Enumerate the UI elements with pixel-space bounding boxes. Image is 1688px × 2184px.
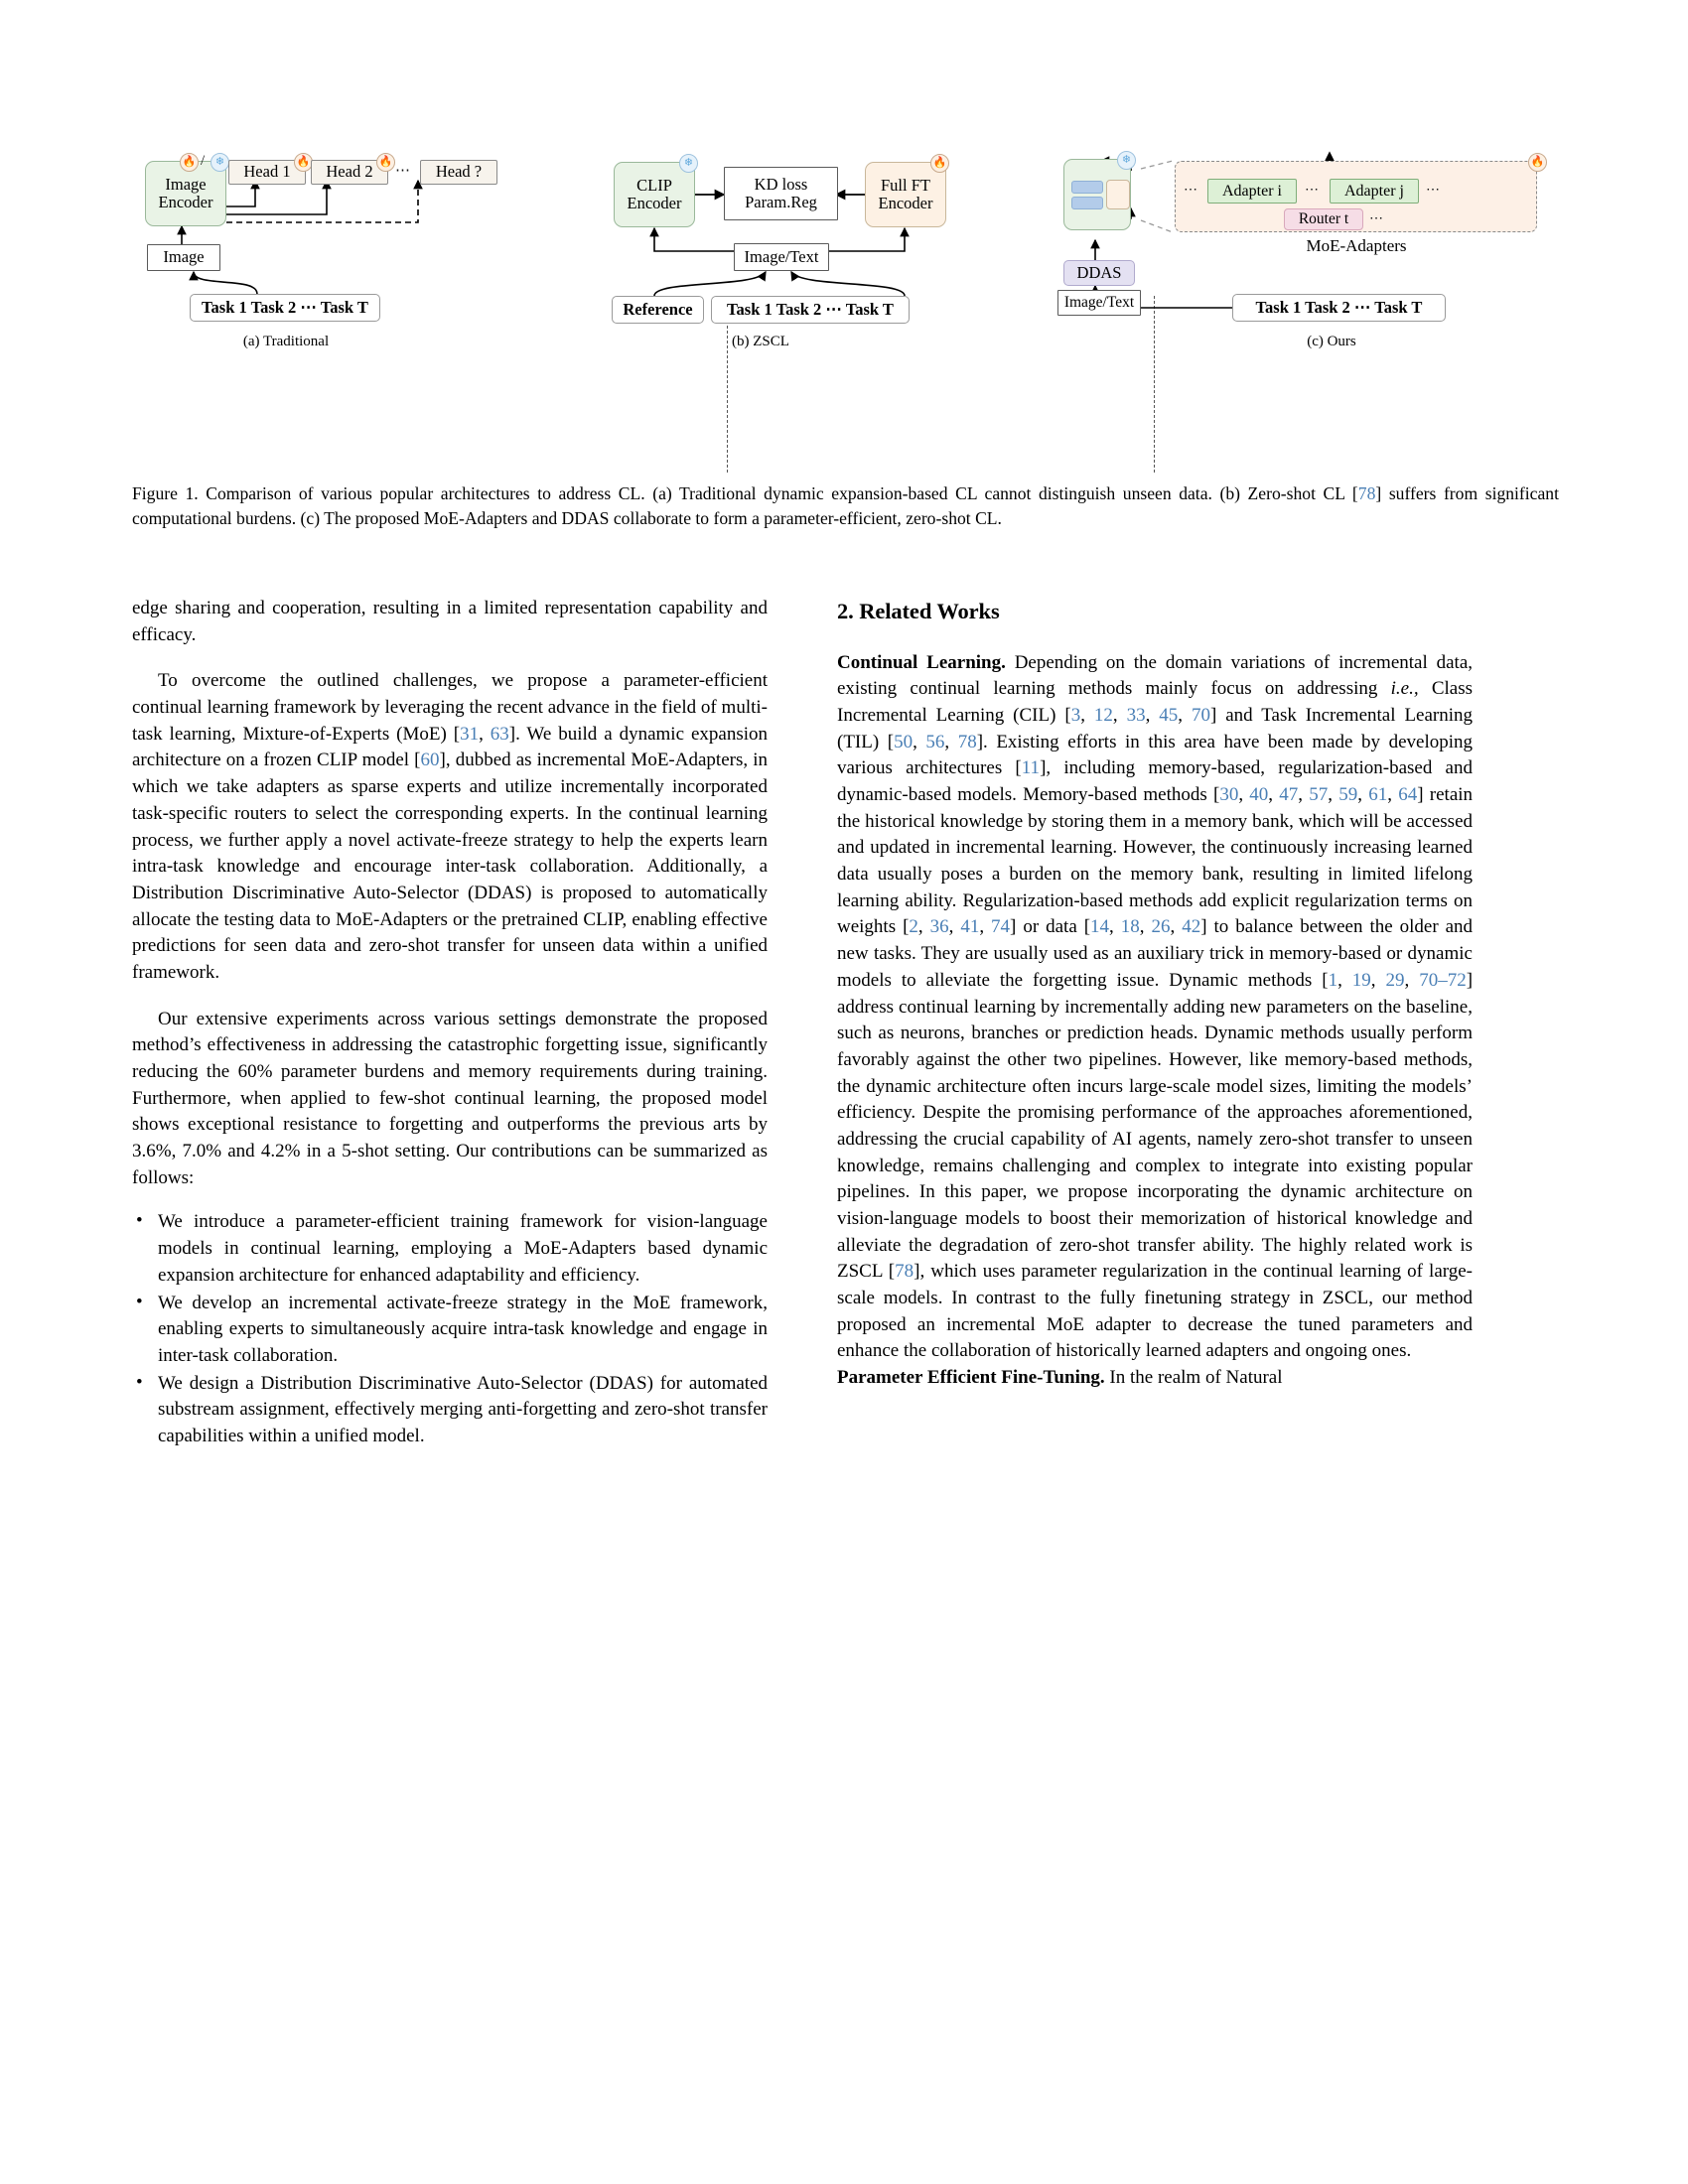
fire-icon: 🔥: [1528, 153, 1547, 172]
list-item: • We introduce a parameter-efficient training framework for vision-language models in continual learning, employing a MoE-Adapters based dynamic expansion architecture for enhanced adaptability and efficiency.: [132, 1209, 768, 1289]
citation-link[interactable]: 26: [1151, 916, 1171, 938]
encoder-adapter-slot: [1106, 180, 1130, 209]
paragraph-peft: [837, 1365, 1473, 1392]
citation-link[interactable]: 61: [1368, 784, 1388, 806]
image-text-box-b: Image/Text: [734, 243, 829, 271]
citation-link[interactable]: 30: [1219, 784, 1239, 806]
citation-link[interactable]: 41: [960, 916, 980, 938]
paragraph-gap: [132, 648, 768, 668]
citation-link[interactable]: 12: [1093, 704, 1113, 726]
citation-link[interactable]: 70: [1191, 704, 1210, 726]
panel-a-caption: (a) Traditional: [242, 334, 330, 349]
citation-link[interactable]: 2: [909, 916, 918, 938]
cl-text-7: ] or data [: [1010, 916, 1091, 938]
adapters-ellipsis-mid: ⋯: [1305, 183, 1320, 198]
tasks-box-c: Task 1 Task 2 ⋯ Task T: [1232, 294, 1446, 322]
kd-loss-box: [724, 167, 838, 220]
citation-link[interactable]: 19: [1351, 969, 1371, 991]
runin-heading-peft: Parameter Efficient Fine-Tuning.: [837, 1367, 1105, 1389]
citation-link[interactable]: 47: [1279, 784, 1299, 806]
cl-text-5: ], including memory-based, regularization-based and dynamic-based models. Memory-based methods [: [837, 757, 1473, 806]
clip-encoder-line1: CLIP: [636, 175, 672, 195]
figure-caption: [132, 481, 1559, 531]
cl-text-8: ] to balance between the older and new tasks. They are usually used as an auxiliary trick in memory-based or dynamic models to alleviate the forgetting issue. Dynamic methods [: [837, 916, 1474, 991]
snowflake-icon: ❄: [679, 154, 698, 173]
runin-heading-continual-learning: Continual Learning.: [837, 651, 1006, 673]
kd-loss-line1: KD loss: [754, 174, 808, 194]
citation-link[interactable]: 33: [1126, 704, 1146, 726]
panel-ours: [1054, 149, 1559, 347]
citation-link[interactable]: 74: [991, 916, 1011, 938]
image-box: Image: [147, 244, 220, 271]
figure-caption-text-1: Comparison of various popular architectures to address CL. (a) Traditional dynamic expansion-based CL cannot distinguish unseen data. (b) Zero-shot CL [: [198, 483, 1358, 503]
image-encoder-line2: Encoder: [158, 193, 213, 211]
router-ellipsis: ⋯: [1369, 211, 1384, 226]
citation-link[interactable]: 64: [1398, 784, 1418, 806]
para-overcome-part2: ]. We build a dynamic expansion architecture on a frozen CLIP model [: [132, 723, 768, 771]
citation-link[interactable]: 50: [894, 731, 914, 752]
figure-1: [132, 149, 1559, 347]
list-item: • We design a Distribution Discriminative Auto-Selector (DDAS) for automated substream assignment, effectively merging anti-forgetting and zero-shot transfer capabilities within a unified model.: [132, 1371, 768, 1450]
figure-caption-label: Figure 1.: [132, 483, 199, 503]
citation-link[interactable]: 78: [1357, 483, 1376, 503]
peft-text: In the realm of Natural: [1104, 1367, 1283, 1389]
citation-link[interactable]: 57: [1309, 784, 1329, 806]
tasks-box-a: Task 1 Task 2 ⋯ Task T: [190, 294, 380, 322]
fire-icon: 🔥: [180, 153, 199, 172]
left-column: [132, 596, 768, 1451]
citation-link[interactable]: 18: [1120, 916, 1140, 938]
figure-caption-text-2: ] suffers from significant computational burdens. (c) The proposed MoE-Adapters and DDAS collaborate to form a parameter-efficient, zero-shot CL.: [132, 483, 1559, 528]
adapters-ellipsis-right: ⋯: [1426, 183, 1441, 198]
fire-icon: 🔥: [294, 153, 313, 172]
panel-zscl: [607, 149, 1024, 347]
head-1-box: Head 1: [228, 160, 306, 185]
tasks-box-b: Task 1 Task 2 ⋯ Task T: [711, 296, 910, 324]
kd-loss-line2: Param.Reg: [745, 193, 817, 211]
reference-box: Reference: [612, 296, 704, 324]
section-heading-related-works: 2. Related Works: [837, 599, 1000, 623]
citation-link[interactable]: 31: [460, 723, 480, 745]
clip-encoder-box: [614, 162, 695, 227]
cl-text-2: Class Incremental Learning (CIL) [: [837, 678, 1473, 726]
cl-text-3: ] and Task Incremental Learning (TIL) [: [837, 704, 1474, 752]
ddas-box: DDAS: [1063, 260, 1135, 286]
moe-adapters-label: MoE-Adapters: [1306, 236, 1407, 255]
encoder-layer-bar-2: [1071, 197, 1103, 209]
full-ft-encoder-box: [865, 162, 946, 227]
citation-link[interactable]: 36: [929, 916, 949, 938]
citation-link[interactable]: 3: [1070, 704, 1081, 726]
cl-text-1: Depending on the domain variations of incremental data, existing continual learning methods mainly focus on addressing: [837, 651, 1473, 700]
list-item: • We develop an incremental activate-freeze strategy in the MoE framework, enabling experts to simultaneously acquire intra-task knowledge and engage in inter-task collaboration.: [132, 1291, 768, 1370]
citation-link[interactable]: 63: [490, 723, 509, 745]
citation-link[interactable]: 59: [1338, 784, 1358, 806]
paragraph-continued: edge sharing and cooperation, resulting in a limited representation capability and efficacy.: [132, 598, 768, 645]
snowflake-icon: ❄: [211, 153, 229, 172]
right-column: [837, 596, 1473, 1392]
cl-text-6: ] retain the historical knowledge by storing them in a memory bank, which will be accessed and updated in incremental learning. However, the continuously increasing learned data usually poses a burden on the memory bank, resulting in limited lifelong learning ability. Regularization-based methods add explicit regularization terms on weights [: [837, 784, 1474, 938]
panel-c-caption: (c) Ours: [1307, 334, 1356, 349]
heads-ellipsis: ⋯: [395, 163, 411, 179]
cl-text-10: ], which uses parameter regularization in the continual learning of large-scale models. In contrast to the fully finetuning strategy in ZSCL, our method proposed an incremental MoE adapter to decrease the tuned parameters and enhance the collaboration of historically learned adapters and ongoing ones.: [837, 1261, 1473, 1362]
router-t-box: Router t: [1284, 208, 1363, 230]
paragraph-gap: [132, 987, 768, 1007]
slash-separator: /: [201, 153, 206, 169]
full-ft-line2: Encoder: [878, 194, 933, 212]
para-overcome-part3: ], dubbed as incremental MoE-Adapters, in which we take adapters as sparse experts and utilize incrementally incorporated task-specific routers to select the corresponding experts. In the continual learning process, we further apply a novel activate-freeze strategy to help the experts learn intra-task knowledge and encourage inter-task collaboration. Additionally, a Distribution Discriminative Auto-Selector (DDAS) is proposed to automatically allocate the testing data to MoE-Adapters or the pretrained CLIP, enabling effective predictions for seen data and zero-shot transfer for unseen data within a unified framework.: [132, 750, 768, 983]
paragraph-continual-learning: Continual Learning. Depending on the domain variations of incremental data, existing continual learning methods mainly focus on addressing i.e., Class Incremental Learning (CIL) [3, 12, 33, 45, 70] and Task Incremental Learning (TIL) [50, 56, 78]. Existing efforts in this area have been made by developing various architectures [11], including memory-based, regularization-based and dynamic-based models. Memory-based methods [30, 40, 47, 57, 59, 61, 64] retain the historical knowledge by storing them in a memory bank, which will be accessed and updated in incremental learning. However, the continuously increasing learned data usually poses a burden on the memory bank, resulting in limited lifelong learning ability. Regularization-based methods add explicit regularization terms on weights [2, 36, 41, 74] or data [14, 18, 26, 42] to balance between the older and new tasks. They are usually used as an auxiliary trick in memory-based or dynamic models to alleviate the forgetting issue. Dynamic methods [1, 19, 29, 70–72] address continual learning by incrementally adding new parameters on the baseline, such as neurons, branches or prediction heads. Dynamic methods usually perform favorably against the other two pipelines. However, like memory-based methods, the dynamic architecture often incurs large-scale model sizes, limiting the models’ efficiency. Despite the promising performance of the approaches aforementioned, addressing the crucial capability of AI agents, namely zero-shot transfer to unseen knowledge, remains challenging and complex to integrate into existing popular pipelines. In this paper, we propose incorporating the dynamic architecture on vision-language models to boost their memorization of historical knowledge and alleviate the degradation of zero-shot transfer ability. The highly related work is ZSCL [78], which uses parameter regularization in the continual learning of large-scale models. In contrast to the fully finetuning strategy in ZSCL, our method proposed an incremental MoE adapter to decrease the tuned parameters and enhance the collaboration of historically learned adapters and ongoing ones.: [837, 651, 1474, 1362]
image-encoder-line1: Image: [165, 174, 207, 194]
adapter-i-box: Adapter i: [1207, 179, 1297, 204]
panel-traditional: [132, 149, 579, 347]
paragraph-experiments: Our extensive experiments across various settings demonstrate the proposed method’s effectiveness in addressing the catastrophic forgetting issue, significantly reducing the 60% parameter burdens and memory requirements during training. Furthermore, when applied to few-shot continual learning, the proposed model shows exceptional resistance to forgetting and outperforms the previous arts by 3.6%, 7.0% and 4.2% in a 5-shot setting. Our contributions can be summarized as follows:: [132, 1008, 768, 1188]
citation-link[interactable]: 78: [957, 731, 977, 752]
adapters-ellipsis-left: ⋯: [1184, 183, 1198, 198]
paragraph-overcome: To overcome the outlined challenges, we propose a parameter-efficient continual learning framework by leveraging the recent advance in the field of multi-task learning, Mixture-of-Experts (MoE) [31, 63]. We build a dynamic expansion architecture on a frozen CLIP model [60], dubbed as incremental MoE-Adapters, in which we take adapters as sparse experts and utilize incrementally incorporated task-specific routers to select the corresponding experts. In the continual learning process, we further apply a novel activate-freeze strategy to help the experts learn intra-task knowledge and encourage inter-task collaboration. Additionally, a Distribution Discriminative Auto-Selector (DDAS) is proposed to automatically allocate the testing data to MoE-Adapters or the pretrained CLIP, enabling effective predictions for seen data and zero-shot transfer for unseen data within a unified framework.: [132, 670, 768, 983]
citation-link[interactable]: 29: [1385, 969, 1405, 991]
cl-text-9: ] address continual learning by incrementally adding new parameters on the baseline, such as neurons, branches or prediction heads. Dynamic methods usually perform favorably against the other two pipelines. However, like memory-based methods, the dynamic architecture often incurs large-scale model sizes, limiting the models’ efficiency. Despite the promising performance of the approaches aforementioned, addressing the crucial capability of AI agents, namely zero-shot transfer to unseen knowledge, remains challenging and complex to integrate into existing popular pipelines. In this paper, we propose incorporating the dynamic architecture on vision-language models to boost their memorization of historical knowledge and alleviate the degradation of zero-shot transfer ability. The highly related work is ZSCL [: [837, 969, 1474, 1283]
encoder-layer-bar-1: [1071, 181, 1103, 194]
latin-abbrev-ie: i.e.,: [1390, 678, 1419, 700]
fire-icon: 🔥: [376, 153, 395, 172]
citation-link[interactable]: 56: [925, 731, 945, 752]
citation-link[interactable]: 11: [1021, 757, 1041, 779]
fire-icon: 🔥: [930, 154, 949, 173]
full-ft-line1: Full FT: [881, 175, 930, 195]
citation-link[interactable]: 1: [1328, 969, 1338, 991]
citation-link[interactable]: 40: [1249, 784, 1269, 806]
contributions-list: [132, 1209, 768, 1449]
para-overcome-part1: To overcome the outlined challenges, we propose a parameter-efficient continual learning framework by leveraging the recent advance in the field of multi-task learning, Mixture-of-Experts (MoE) [: [132, 670, 768, 745]
adapter-j-box: Adapter j: [1330, 179, 1419, 204]
snowflake-icon: ❄: [1117, 151, 1136, 170]
image-text-box-c: Image/Text: [1057, 290, 1141, 316]
citation-link[interactable]: 78: [895, 1261, 914, 1283]
citation-link[interactable]: 60: [420, 750, 440, 771]
clip-encoder-line2: Encoder: [627, 194, 682, 212]
citation-link[interactable]: 45: [1159, 704, 1179, 726]
citation-link[interactable]: 14: [1090, 916, 1110, 938]
cl-text-4: ]. Existing efforts in this area have been made by developing various architectures [: [837, 731, 1474, 779]
head-2-box: Head 2: [311, 160, 388, 185]
citation-link[interactable]: 70–72: [1419, 969, 1467, 991]
head-q-box: Head ?: [420, 160, 497, 185]
citation-link[interactable]: 42: [1182, 916, 1201, 938]
panel-b-caption: (b) ZSCL: [732, 334, 789, 349]
